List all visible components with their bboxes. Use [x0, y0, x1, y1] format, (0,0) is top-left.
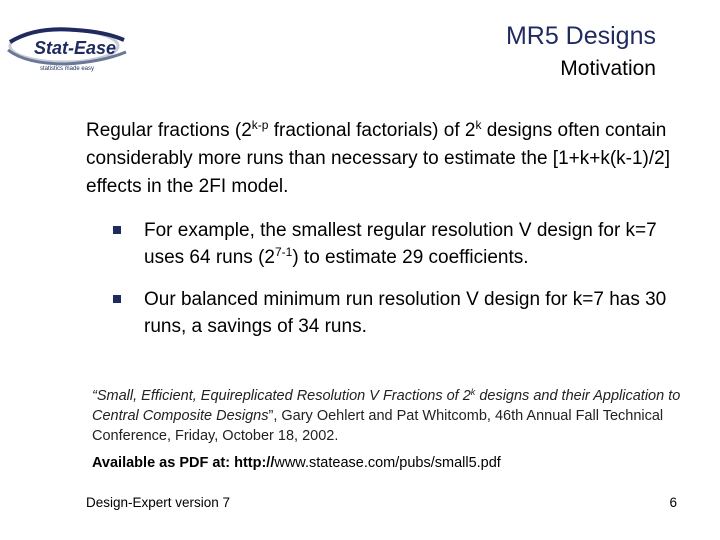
bullet-1-text-b: ) to estimate 29 coefficients. [292, 247, 529, 268]
main-superscript-kp: k-p [251, 118, 269, 132]
reference-details: ”, Gary Oehlert and Pat Whitcomb, 46th Annual Fall Technical Conference, Friday, October 18, 2002. [92, 408, 664, 444]
slide-subtitle: Motivation [560, 57, 656, 80]
bullet-2-text: Our balanced minimum run resolution V design for k=7 has 30 runs, a savings of 34 runs. [144, 289, 667, 337]
main-superscript-k: k [475, 118, 482, 132]
bullet-item [113, 217, 693, 271]
main-text-b: fractional factorials) of 2 [268, 120, 476, 141]
reference-superscript: k [470, 387, 476, 397]
square-bullet-icon [113, 226, 121, 234]
main-paragraph [86, 117, 686, 201]
logo-wordmark: Stat-Ease [34, 38, 117, 58]
stat-ease-logo [6, 22, 136, 76]
reference-citation [92, 386, 702, 446]
bullet-1-text-a: For example, the smallest regular resolution V design for k=7 uses 64 runs (2 [144, 220, 657, 268]
reference-title-a: “Small, Efficient, Equireplicated Resolution V Fractions of 2 [92, 388, 471, 404]
square-bullet-icon [113, 295, 121, 303]
pdf-link[interactable]: www.statease.com/pubs/small5.pdf [274, 455, 501, 471]
slide-title: MR5 Designs [505, 22, 656, 50]
reference-title-b: designs and their Application to Central Composite Designs [92, 388, 681, 424]
logo-swoosh-icon [6, 22, 136, 76]
logo-tagline: statistics made easy [40, 66, 95, 72]
footer-product: Design-Expert version 7 [86, 495, 231, 510]
main-text-c: designs often contain considerably more runs than necessary to estimate the [1+k+k(k-1)/2] effects in the 2FI model. [86, 120, 670, 197]
bullet-1-superscript: 7-1 [274, 245, 293, 259]
bullet-text [113, 217, 693, 271]
availability-line [92, 453, 702, 473]
available-label: Available as PDF at: http:// [92, 455, 275, 471]
main-text-a: Regular fractions (2 [86, 120, 252, 141]
bullet-item [113, 286, 693, 340]
page-number: 6 [669, 495, 677, 510]
